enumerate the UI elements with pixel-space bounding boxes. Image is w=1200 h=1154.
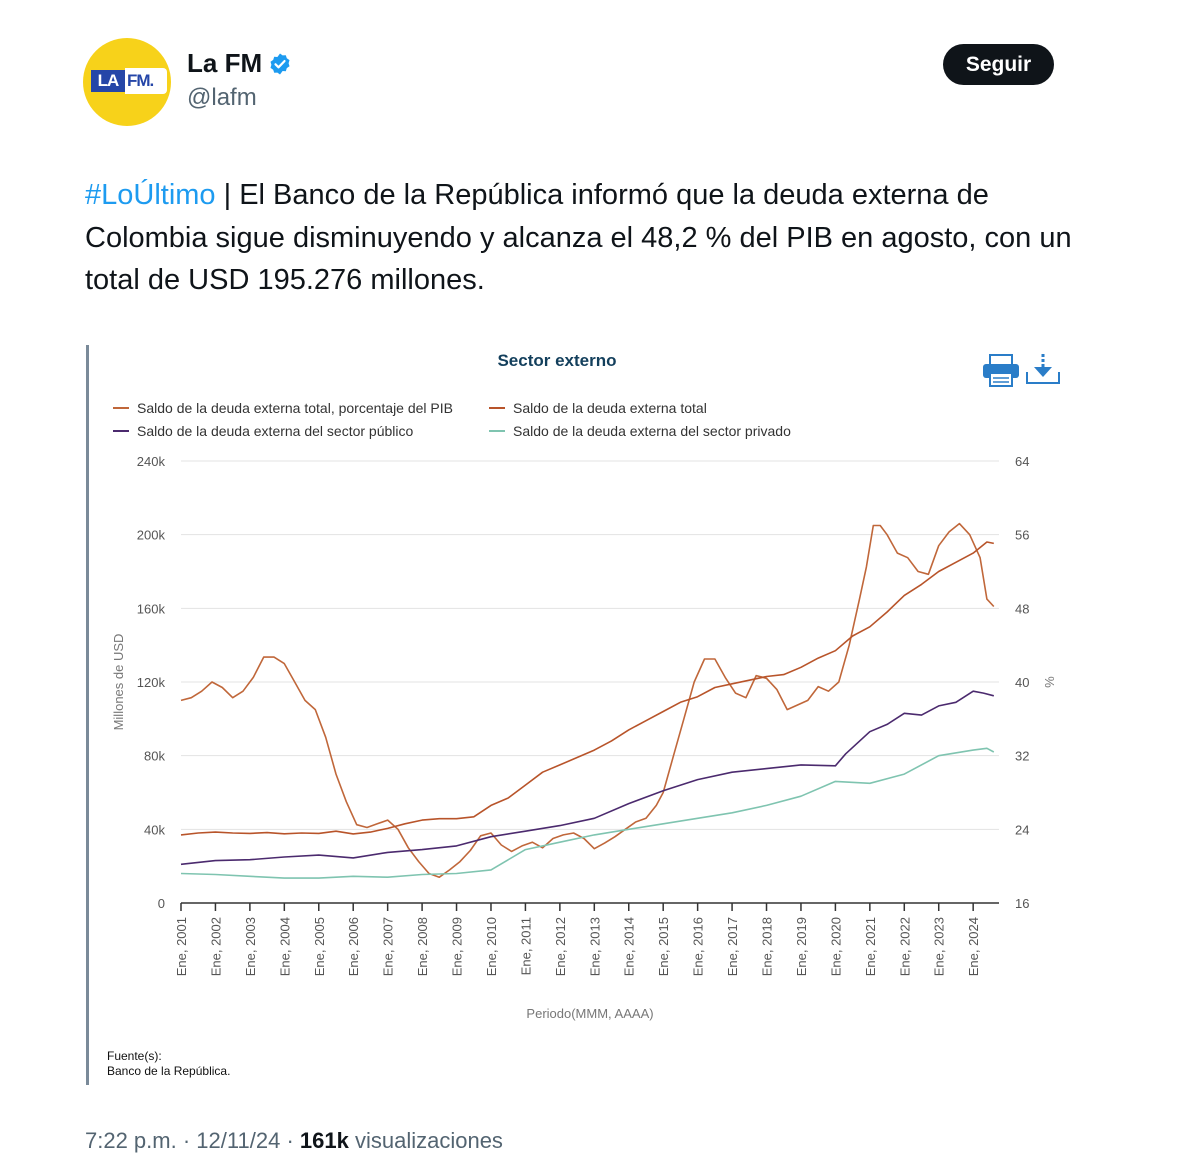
handle[interactable]: @lafm: [187, 84, 257, 111]
y2-tick-label: 48: [1015, 601, 1030, 617]
meta-separator: ·: [286, 1128, 300, 1153]
x-tick-label: Ene, 2009: [449, 917, 465, 977]
y2-tick-label: 24: [1015, 822, 1030, 838]
series-line-public-debt: [181, 691, 994, 864]
x-tick-label: Ene, 2003: [242, 917, 258, 977]
tweet-meta: [85, 1128, 503, 1154]
x-tick-label: Ene, 2020: [828, 917, 844, 977]
legend-label: Saldo de la deuda externa total: [513, 400, 707, 416]
series-line-private-debt: [181, 748, 994, 878]
x-tick-label: Ene, 2010: [483, 917, 499, 977]
y2-tick-label: 32: [1015, 748, 1030, 764]
x-tick-label: Ene, 2004: [277, 917, 293, 977]
chart-title: Sector externo: [497, 351, 617, 370]
logo-fm-block: FM.: [125, 68, 167, 94]
x-tick-label: Ene, 2024: [966, 917, 982, 977]
series-line-total-debt: [181, 542, 994, 835]
legend-label: Saldo de la deuda externa total, porcentaje del PIB: [137, 400, 453, 416]
x-tick-label: Ene, 2023: [931, 917, 947, 977]
x-tick-label: Ene, 2001: [174, 917, 189, 977]
y-tick-label: 200k: [136, 527, 165, 543]
x-tick-label: Ene, 2006: [346, 917, 362, 977]
x-tick-label: Ene, 2013: [587, 917, 603, 977]
source-label: Fuente(s):: [107, 1049, 162, 1063]
series-line-pib-percent: [181, 524, 994, 878]
x-tick-label: Ene, 2011: [518, 917, 534, 976]
tweet-text: [85, 174, 1085, 302]
x-tick-label: Ene, 2005: [311, 917, 327, 977]
source-note: [107, 1049, 230, 1079]
x-tick-label: Ene, 2002: [208, 917, 224, 977]
y2-tick-label: 64: [1015, 454, 1030, 469]
verified-badge-icon: [268, 52, 292, 76]
logo-la-block: LA: [91, 70, 125, 92]
x-tick-label: Ene, 2021: [862, 917, 878, 977]
y2-axis-title: %: [1042, 676, 1057, 688]
avatar[interactable]: [83, 38, 171, 126]
x-tick-label: Ene, 2017: [725, 917, 741, 977]
x-axis-title: Periodo(MMM, AAAA): [526, 1006, 654, 1021]
name-row: [187, 48, 292, 79]
x-tick-label: Ene, 2019: [793, 917, 809, 977]
view-label: visualizaciones: [354, 1128, 503, 1153]
x-tick-label: Ene, 2008: [415, 917, 431, 977]
x-tick-label: Ene, 2022: [897, 917, 913, 977]
legend-label: Saldo de la deuda externa del sector privado: [513, 423, 791, 439]
x-tick-label: Ene, 2012: [552, 917, 568, 977]
display-name[interactable]: La FM: [187, 48, 263, 78]
follow-button[interactable]: Seguir: [943, 44, 1054, 85]
x-tick-label: Ene, 2015: [656, 917, 672, 977]
chart-image[interactable]: [86, 345, 1073, 1085]
view-count: 161k: [299, 1128, 349, 1153]
y-tick-label: 80k: [144, 748, 165, 764]
source-value: Banco de la República.: [107, 1064, 231, 1078]
tweet-date[interactable]: 12/11/24: [196, 1128, 281, 1153]
y-tick-label: 160k: [136, 601, 165, 617]
x-tick-label: Ene, 2016: [690, 917, 706, 977]
y-tick-label: 240k: [136, 454, 165, 469]
line-chart: [89, 345, 1073, 1045]
hashtag-link[interactable]: #LoÚltimo: [85, 179, 216, 211]
legend-label: Saldo de la deuda externa del sector público: [137, 423, 414, 439]
x-tick-label: Ene, 2014: [621, 917, 637, 977]
y2-tick-label: 40: [1015, 675, 1030, 690]
meta-separator: ·: [182, 1128, 197, 1153]
y-axis-title: Millones de USD: [111, 633, 126, 731]
y-tick-label: 40k: [144, 822, 165, 838]
y-tick-label: 120k: [136, 675, 165, 690]
x-tick-label: Ene, 2018: [759, 917, 775, 977]
tweet-time[interactable]: 7:22 p.m.: [85, 1128, 177, 1153]
x-tick-label: Ene, 2007: [380, 917, 396, 977]
y-tick-label: 0: [157, 896, 165, 911]
y2-tick-label: 16: [1015, 896, 1030, 911]
y2-tick-label: 56: [1015, 527, 1030, 543]
tweet-body: | El Banco de la República informó que la deuda externa de Colombia sigue disminuyendo y alcanza el 48,2 % del PIB en agosto, con un total de USD 195.276 millones.: [85, 179, 1072, 296]
